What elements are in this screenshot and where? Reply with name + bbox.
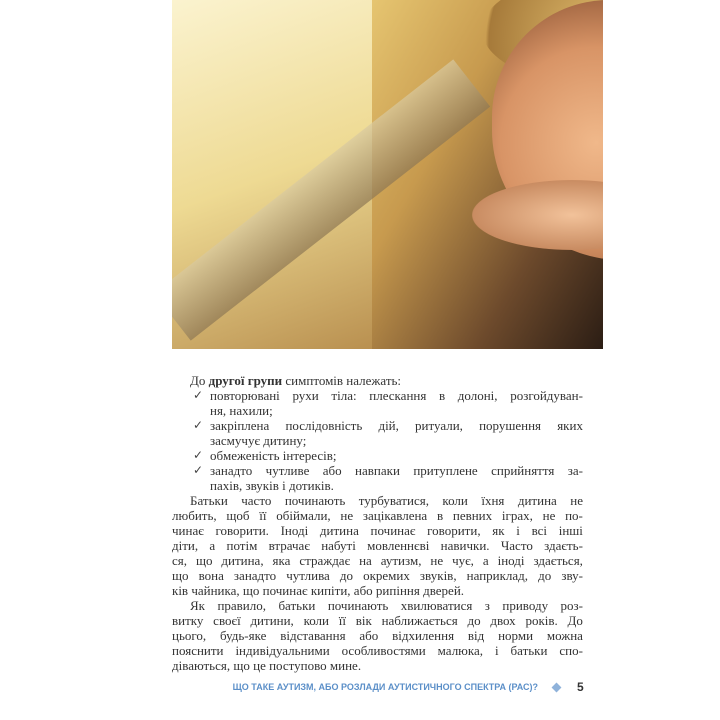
paragraph-line: що вона занадто чутлива до окремих звуків, наприклад, до зву- [172, 568, 583, 583]
bullet-continuation: ня, нахили; [210, 403, 273, 418]
paragraph-line: цього, будь-яке відставання або відхилення від норми можна [172, 628, 583, 643]
check-icon: ✓ [193, 448, 204, 462]
bullet-item: ✓ повторювані рухи тіла: плескання в долоні, розгойдуван- [193, 388, 583, 403]
body-text [172, 373, 583, 673]
paragraph-line: любить, щоб її обіймали, не зацікавлена в певних іграх, не по- [172, 508, 583, 523]
intro-line: До другої групи симптомів належать: [190, 373, 402, 388]
diamond-icon [552, 683, 562, 693]
paragraph-line: витку своєї дитини, коли її вік наближається до двох років. До [172, 613, 583, 628]
paragraph-line: діти, а потім втрачає набуті мовленнєві навички. Часто здаєть- [172, 538, 583, 553]
bullet-item: ✓ обмеженість інтересів; [193, 448, 337, 463]
bullet-item: ✓ закріплена послідовність дій, ритуали, порушення яких [193, 418, 583, 433]
check-icon: ✓ [193, 388, 204, 402]
running-title: ЩО ТАКЕ АУТИЗМ, АБО РОЗЛАДИ АУТИСТИЧНОГО СПЕКТРА (РАС)? [232, 682, 538, 692]
paragraph-line: чинає говорити. Іноді дитина починає говорити, як і всі інші [172, 523, 583, 538]
paragraph-line: ків чайника, що починає кипіти, або рипіння дверей. [172, 583, 465, 598]
paragraph-line: ся, що дитина, яка страждає на аутизм, не чує, а іноді здається, [172, 553, 583, 568]
bullet-item: ✓ занадто чутливе або навпаки притуплене сприйняття за- [193, 463, 583, 478]
bullet-continuation: пахів, звуків і дотиків. [210, 478, 334, 493]
paragraph-line: Як правило, батьки починають хвилюватися з приводу роз- [190, 598, 583, 613]
paragraph-line: діваються, що це поступово мине. [172, 658, 362, 673]
bullet-continuation: засмучує дитину; [210, 433, 307, 448]
paragraph-line: Батьки часто починають турбуватися, коли їхня дитина не [190, 493, 583, 508]
boy-at-window-photo [172, 0, 603, 349]
paragraph-line: пояснити індивідуальними особливостями малюка, і батьки спо- [172, 643, 583, 658]
page-number: 5 [577, 680, 584, 694]
check-icon: ✓ [193, 418, 204, 432]
check-icon: ✓ [193, 463, 204, 477]
emphasis: другої групи [208, 373, 283, 388]
